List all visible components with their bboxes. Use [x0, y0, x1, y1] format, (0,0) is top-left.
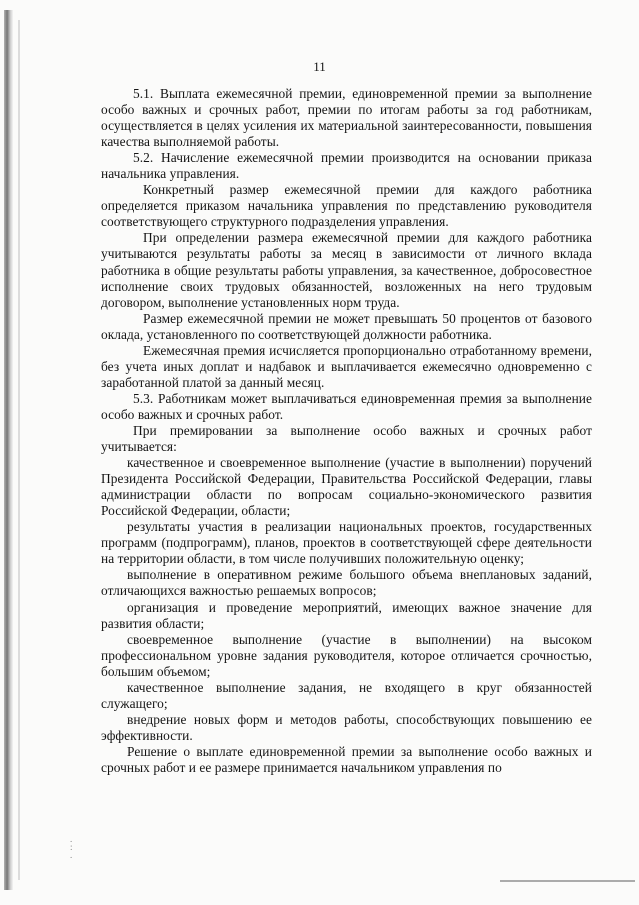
- scan-binding-shadow: [4, 10, 13, 890]
- paragraph-premium-calculation: Ежемесячная премия исчисляется пропорционально отработанному времени, без учета иных доплат и надбавок и выплачивается ежемесячно одновременно с заработанной платой за данный месяц.: [101, 342, 592, 390]
- page-number: 11: [313, 59, 326, 74]
- scan-edge-line: [18, 20, 20, 880]
- paragraph-5-3: 5.3. Работникам может выплачиваться единовременная премия за выполнение особо важных и срочных работ.: [101, 390, 592, 422]
- document-body: [101, 86, 592, 776]
- paragraph-premium-criteria: При определении размера ежемесячной премии для каждого работника учитываются результаты работы за месяц в зависимости от личного вклада работника в общие результаты работы управления, за качественное, добросовестное исполнение своих трудовых обязанностей, возложенных на него трудовым договором, выполнение установленных норм труда.: [101, 230, 592, 310]
- paragraph-bonus-decision: Решение о выплате единовременной премии за выполнение особо важных и срочных работ и ее размере принимается начальником управления по: [101, 743, 592, 775]
- list-item-projects: результаты участия в реализации национальных проектов, государственных программ (подпрограмм), планов, проектов в соответствующей сфере деятельности на территории области, в том числе получивших положительную оценку;: [101, 519, 592, 567]
- list-item-urgent-tasks: своевременное выполнение (участие в выполнении) на высоком профессиональном уровне задания руководителя, которое отличается срочностью, большим объемом;: [101, 631, 592, 679]
- paragraph-premium-size: Конкретный размер ежемесячной премии для каждого работника определяется приказом начальника управления по представлению руководителя соответствующего структурного подразделения управления.: [101, 182, 592, 230]
- paragraph-5-1: 5.1. Выплата ежемесячной премии, единовременной премии за выполнение особо важных и срочных работ, премии по итогам работы за год работникам, осуществляется в целях усиления их материальной заинтересованности, повышения качества выполняемой работы.: [101, 86, 592, 150]
- list-item-events: организация и проведение мероприятий, имеющих важное значение для развития области;: [101, 599, 592, 631]
- list-item-instructions: качественное и своевременное выполнение (участие в выполнении) поручений Президента Российской Федерации, Правительства Российской Федерации, главы администрации области по вопросам социально-экономического развития Российской Федерации, области;: [101, 455, 592, 519]
- paragraph-5-2: 5.2. Начисление ежемесячной премии производится на основании приказа начальника управления.: [101, 150, 592, 182]
- list-item-new-methods: внедрение новых форм и методов работы, способствующих повышению ее эффективности.: [101, 711, 592, 743]
- paragraph-premium-limit: Размер ежемесячной премии не может превышать 50 процентов от базового оклада, установленного по соответствующей должности работника.: [101, 310, 592, 342]
- scan-specks: . : .: [70, 834, 73, 860]
- list-item-extra-tasks: качественное выполнение задания, не входящего в круг обязанностей служащего;: [101, 679, 592, 711]
- list-item-operative-tasks: выполнение в оперативном режиме большого объема внеплановых заданий, отличающихся важностью решаемых вопросов;: [101, 567, 592, 599]
- scan-bottom-rule: [500, 880, 635, 882]
- paragraph-bonus-intro: При премировании за выполнение особо важных и срочных работ учитывается:: [101, 422, 592, 455]
